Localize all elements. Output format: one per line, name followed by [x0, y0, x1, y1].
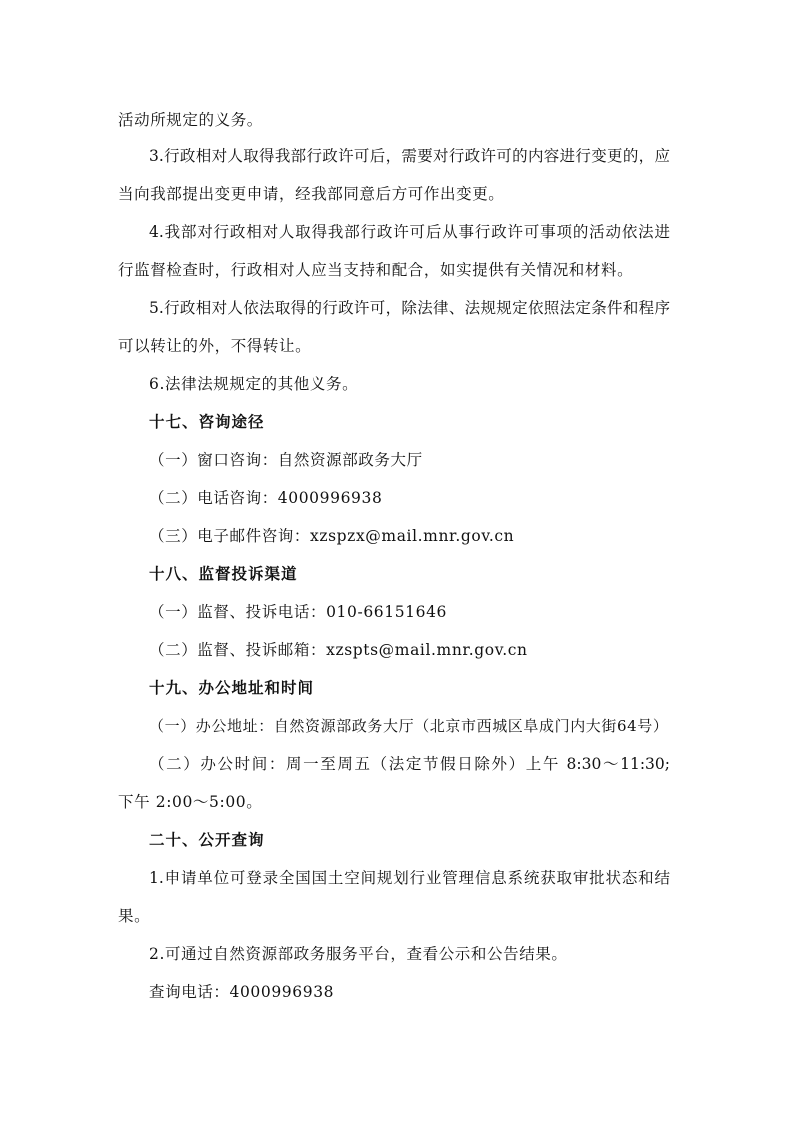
paragraph-line: 可以转让的外，不得转让。	[118, 337, 312, 355]
paragraph-line: （二）监督、投诉邮箱：xzspts@mail.mnr.gov.cn	[149, 641, 528, 659]
paragraph-line: 果。	[118, 907, 151, 925]
paragraph-line: 6.法律法规规定的其他义务。	[149, 375, 359, 393]
paragraph-line: 下午 2:00～5:00。	[118, 793, 263, 811]
paragraph-line: 2.可通过自然资源部政务服务平台，查看公示和公告结果。	[149, 945, 568, 963]
paragraph-line: （三）电子邮件咨询：xzspzx@mail.mnr.gov.cn	[149, 527, 515, 545]
paragraph-line: 行监督检查时，行政相对人应当支持和配合，如实提供有关情况和材料。	[118, 261, 634, 279]
section-heading: 二十、公开查询	[149, 831, 265, 849]
paragraph-line: （一）办公地址：自然资源部政务大厅（北京市西城区阜成门内大街64号）	[149, 717, 669, 735]
section-heading: 十八、监督投诉渠道	[149, 565, 298, 583]
paragraph-line: （二）电话咨询：4000996938	[149, 489, 383, 507]
paragraph-line: 3.行政相对人取得我部行政许可后，需要对行政许可的内容进行变更的，应	[149, 147, 670, 165]
paragraph-line: （一）监督、投诉电话：010-66151646	[149, 603, 448, 621]
paragraph-line: （一）窗口咨询：自然资源部政务大厅	[149, 451, 423, 469]
section-heading: 十九、办公地址和时间	[149, 679, 315, 697]
paragraph-line: 5.行政相对人依法取得的行政许可，除法律、法规规定依照法定条件和程序	[149, 299, 670, 317]
paragraph-line: 活动所规定的义务。	[118, 111, 263, 129]
paragraph-line: （二）办公时间：周一至周五（法定节假日除外）上午 8:30～11:30;	[149, 755, 670, 773]
paragraph-line: 查询电话：4000996938	[149, 983, 335, 1001]
paragraph-line: 4.我部对行政相对人取得我部行政许可后从事行政许可事项的活动依法进	[149, 223, 670, 241]
section-heading: 十七、咨询途径	[149, 413, 265, 431]
paragraph-line: 1.申请单位可登录全国国土空间规划行业管理信息系统获取审批状态和结	[149, 869, 670, 887]
paragraph-line: 当向我部提出变更申请，经我部同意后方可作出变更。	[118, 185, 505, 203]
